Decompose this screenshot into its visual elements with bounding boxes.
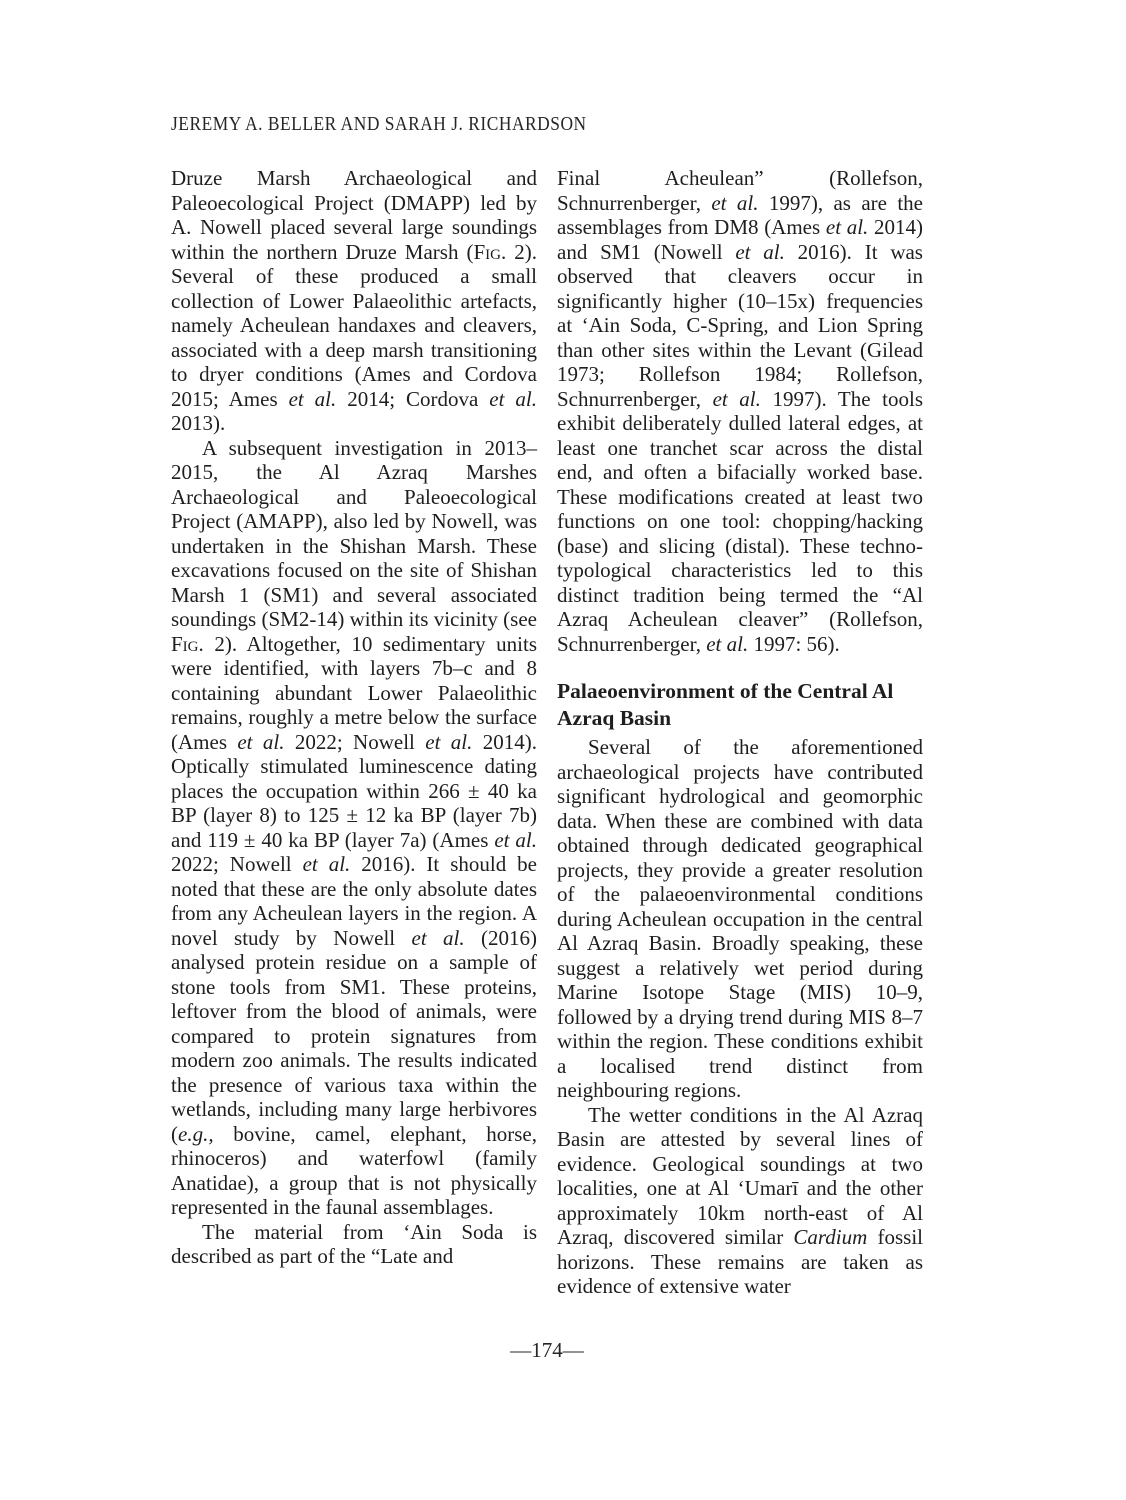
body-paragraph <box>171 166 537 436</box>
italic-run: Cardium <box>793 1225 868 1249</box>
italic-run: et al. <box>712 386 761 411</box>
text-run: A subsequent investigation in 2013–2015, the Al Azraq Marshes Archaeological and Paleoecological Project (AMAPP), also led by Nowell, was undertaken in the Shishan Marsh. These excavations focused on the site of Shishan Marsh 1 (SM1) and several associated soundings (SM2-14) within its vicinity (see <box>171 435 537 631</box>
text-run: Palaeoenvironment of the Central Al Azraq Basin <box>557 679 894 730</box>
text-run: 1997: 56). <box>748 631 840 656</box>
smallcaps-run: Fig. <box>171 631 204 656</box>
text-run: (2016) analysed protein residue on a sample of stone tools from SM1. These proteins, leftover from the blood of animals, were compared to protein signatures from modern zoo animals. The results indicated the presence of various taxa within the wetlands, including many large herbivores ( <box>171 925 537 1146</box>
italic-run: et al. <box>735 239 785 264</box>
body-paragraph <box>171 436 537 1220</box>
text-run: 2013). <box>171 411 226 435</box>
text-run: 2014). Optically stimulated luminescence dating places the occupation within 266 ± 40 ka BP (layer 8) to 125 ± 12 ka BP (layer 7b) and 119 ± 40 ka BP (layer 7a) (Ames <box>171 729 538 852</box>
two-column-body <box>171 166 923 1299</box>
section-heading <box>557 678 923 732</box>
text-run: 2016). It should be noted that these are the only absolute dates from any Acheulean layers in the region. A novel study by Nowell <box>171 852 538 950</box>
italic-run: et al. <box>711 190 759 215</box>
italic-run: et al. <box>425 729 473 754</box>
body-paragraph <box>171 1220 537 1269</box>
body-paragraph <box>557 166 923 656</box>
text-run: Druze Marsh Archaeological and Paleoecological Project (DMAPP) led by A. Nowell placed several large soundings within the northern Druze Marsh ( <box>171 166 537 264</box>
italic-run: et al. <box>825 215 869 239</box>
italic-run: et al. <box>489 386 537 411</box>
text-run: Several of the aforementioned archaeological projects have contributed significant hydrological and geomorphic data. When these are combined with data obtained through dedicated geographical projects, they provide a greater resolution of the palaeoenvironmental conditions during Acheulean occupation in the central Al Azraq Basin. Broadly speaking, these suggest a relatively wet period during Marine Isotope Stage (MIS) 10–9, followed by a drying trend during MIS 8–7 within the region. These conditions exhibit a localised trend distinct from neighbouring regions. <box>557 735 923 1102</box>
text-run: fossil horizons. These remains are taken as evidence of extensive water <box>557 1225 923 1298</box>
text-run: 2014; Cordova <box>336 386 490 411</box>
body-paragraph <box>557 1103 923 1299</box>
italic-run: e.g., <box>178 1121 214 1146</box>
text-run: 2016). It was observed that cleavers occur in significantly higher (10–15x) frequencies at ‘Ain Soda, C-Spring, and Lion Spring than other sites within the Levant (Gilead 1973; Rollefson 1984; Rollefson, Schnurrenberger, <box>557 239 923 411</box>
text-run: The material from ‘Ain Soda is described as part of the “Late and <box>171 1219 537 1268</box>
body-paragraph <box>557 735 923 1103</box>
italic-run: et al. <box>411 925 465 950</box>
text-run: 1997). The tools exhibit deliberately dulled lateral edges, at least one tranchet scar across the distal end, and often a bifacially worked base. These modifications created at least two functions on one tool: chopping/hacking (base) and slicing (distal). These techno-typological characteristics led to this distinct tradition being termed the “Al Azraq Acheulean cleaver” (Rollefson, Schnurrenberger, <box>557 386 923 656</box>
italic-run: et al. <box>302 852 351 876</box>
text-run: 2014) and SM1 (Nowell <box>557 215 923 264</box>
left-column <box>171 166 537 1299</box>
text-run: 2022; Nowell <box>284 729 426 754</box>
text-run: 2022; Nowell <box>171 852 303 876</box>
right-column <box>557 166 923 1299</box>
page-number: —174— <box>510 1338 584 1362</box>
text-run: The wetter conditions in the Al Azraq Basin are attested by several lines of evidence. Geological soundings at two localities, one at Al ‘Umarī and the other approximately 10km north-east of Al Azraq, discovered similar <box>557 1102 923 1249</box>
text-block <box>171 0 923 1299</box>
running-header: JEREMY A. BELLER AND SARAH J. RICHARDSON <box>171 113 587 135</box>
italic-run: et al. <box>494 827 537 852</box>
text-run: 2). Several of these produced a small collection of Lower Palaeolithic artefacts, namely Acheulean handaxes and cleavers, associated with a deep marsh transitioning to dryer conditions (Ames and Cordova 2015; Ames <box>171 239 538 411</box>
text-run: 1997), as are the assemblages from DM8 (Ames <box>557 190 923 239</box>
smallcaps-run: Fig. <box>473 239 507 264</box>
text-run: 2). Altogether, 10 sedimentary units were identified, with layers 7b–c and 8 containing abundant Lower Palaeolithic remains, roughly a metre below the surface (Ames <box>171 631 537 754</box>
italic-run: et al. <box>288 386 337 411</box>
text-run: Final Acheulean” (Rollefson, Schnurrenberger, <box>557 166 923 215</box>
italic-run: et al. <box>237 729 285 754</box>
italic-run: et al. <box>706 631 749 656</box>
text-run: bovine, camel, elephant, horse, rhinoceros) and waterfowl (family Anatidae), a group that is not physically represented in the faunal assemblages. <box>171 1121 537 1219</box>
